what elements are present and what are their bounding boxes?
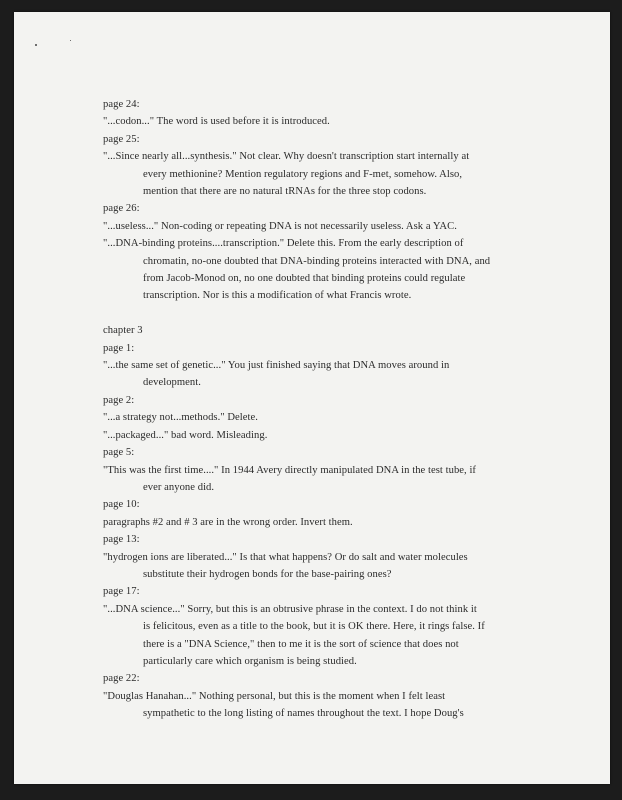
comment-continuation-line: development.	[143, 377, 201, 389]
comment-continuation-line: from Jacob-Monod on, no one doubted that binding proteins could regulate	[143, 273, 466, 285]
comment-line: "hydrogen ions are liberated..." Is that what happens? Or do salt and water molecules	[103, 551, 468, 563]
comment-line: paragraphs #2 and # 3 are in the wrong order. Invert them.	[103, 516, 353, 528]
blank-line	[103, 305, 543, 322]
paper-speck	[70, 40, 71, 41]
section-heading: page 13:	[103, 534, 140, 546]
section-heading: page 24:	[103, 99, 140, 110]
paper-sheet	[14, 12, 610, 784]
section-heading: page 5:	[103, 447, 135, 459]
comment-line: "...packaged..." bad word. Misleading.	[103, 429, 268, 441]
comment-continuation-line: ever anyone did.	[143, 481, 215, 493]
comment-entry	[103, 218, 543, 235]
comment-entry	[103, 148, 543, 200]
section-heading: page 2:	[103, 394, 135, 406]
section-heading: page 26:	[103, 203, 140, 215]
comment-entry	[103, 409, 543, 426]
comment-entry	[103, 601, 543, 671]
comment-continuation-line: substitute their hydrogen bonds for the base-pairing ones?	[143, 568, 392, 580]
comment-continuation-line: every methionine? Mention regulatory regions and F-met, somehow. Also,	[143, 168, 463, 180]
comment-line: "...the same set of genetic..." You just finished saying that DNA moves around in	[103, 360, 450, 372]
comment-entry	[103, 113, 543, 130]
section-heading: page 17:	[103, 586, 140, 598]
comment-entry	[103, 549, 543, 584]
comment-entry	[103, 514, 543, 531]
comment-continuation-line: mention that there are no natural tRNAs for the three stop codons.	[143, 186, 427, 198]
comment-continuation-line: sympathetic to the long listing of names throughout the text. I hope Doug's	[143, 708, 464, 720]
comment-line: "...DNA science..." Sorry, but this is an obtrusive phrase in the context. I do not think it	[103, 603, 477, 615]
page-text	[103, 96, 543, 723]
comment-entry	[103, 688, 543, 723]
comment-line: "...Since nearly all...synthesis." Not clear. Why doesn't transcription start internally at	[103, 151, 470, 163]
paper-speck	[35, 44, 37, 46]
comment-entry	[103, 462, 543, 497]
comment-line: "...useless..." Non-coding or repeating DNA is not necessarily useless. Ask a YAC.	[103, 220, 457, 232]
comment-entry	[103, 427, 543, 444]
comment-line: "...a strategy not...methods." Delete.	[103, 412, 258, 424]
section-heading: page 25:	[103, 133, 140, 145]
comment-entry	[103, 235, 543, 305]
comment-line: "Douglas Hanahan..." Nothing personal, but this is the moment when I felt least	[103, 690, 446, 702]
comment-continuation-line: is felicitous, even as a title to the book, but it is OK there. Here, it rings false. If	[143, 621, 485, 633]
section-heading: page 22:	[103, 673, 140, 685]
comment-entry	[103, 357, 543, 392]
section-heading: page 1:	[103, 342, 135, 354]
comment-continuation-line: particularly care which organism is being studied.	[143, 655, 357, 667]
comment-continuation-line: transcription. Nor is this a modification of what Francis wrote.	[143, 290, 412, 302]
comment-line: "This was the first time...." In 1944 Avery directly manipulated DNA in the test tube, if	[103, 464, 477, 476]
comment-line: "...DNA-binding proteins....transcription." Delete this. From the early description of	[103, 238, 464, 250]
comment-continuation-line: there is a "DNA Science," then to me it is the sort of science that does not	[143, 638, 459, 650]
section-heading: chapter 3	[103, 325, 143, 337]
section-heading: page 10:	[103, 499, 140, 511]
comment-line: "...codon..." The word is used before it is introduced.	[103, 116, 330, 128]
comment-continuation-line: chromatin, no-one doubted that DNA-binding proteins interacted with DNA, and	[143, 255, 491, 267]
